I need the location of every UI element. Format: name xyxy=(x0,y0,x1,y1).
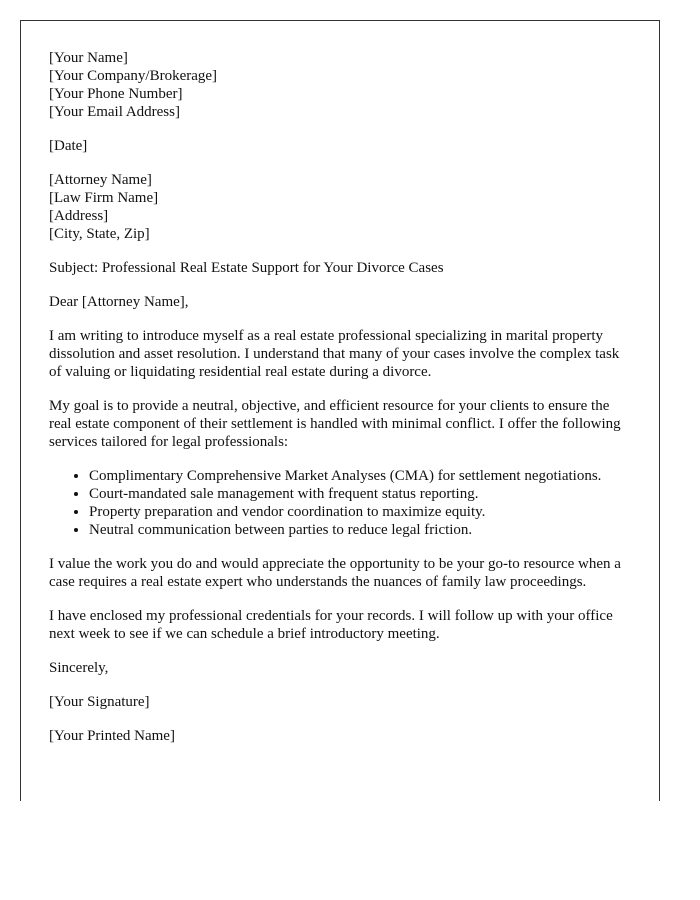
recipient-firm: [Law Firm Name] xyxy=(49,190,159,206)
letter-page xyxy=(20,20,660,801)
signoff: Sincerely, xyxy=(49,660,109,676)
sender-email: [Your Email Address] xyxy=(49,104,180,120)
subject-line: Subject: Professional Real Estate Support for Your Divorce Cases xyxy=(49,260,444,276)
sender-block xyxy=(49,49,631,121)
list-item: • Court-mandated sale management with frequent status reporting. xyxy=(89,485,631,503)
recipient-name: [Attorney Name] xyxy=(49,172,152,188)
list-item: • Complimentary Comprehensive Market Analyses (CMA) for settlement negotiations. xyxy=(89,467,631,485)
list-item: • Neutral communication between parties to reduce legal friction. xyxy=(89,521,631,539)
signature: [Your Signature] xyxy=(49,694,150,710)
recipient-block xyxy=(49,171,631,243)
services-list xyxy=(49,467,631,539)
letter-date: [Date] xyxy=(49,138,88,154)
list-item: • Property preparation and vendor coordination to maximize equity. xyxy=(89,503,631,521)
value-paragraph: I value the work you do and would appreciate the opportunity to be your go-to resource when a case requires a real estate expert who understands the nuances of family law proceedings. xyxy=(49,556,621,590)
printed-name: [Your Printed Name] xyxy=(49,728,175,744)
salutation: Dear [Attorney Name], xyxy=(49,294,189,310)
recipient-city: [City, State, Zip] xyxy=(49,226,150,242)
recipient-address: [Address] xyxy=(49,208,109,224)
sender-phone: [Your Phone Number] xyxy=(49,86,183,102)
sender-company: [Your Company/Brokerage] xyxy=(49,68,218,84)
intro-paragraph: I am writing to introduce myself as a real estate professional specializing in marital property dissolution and asset resolution. I understand that many of your cases involve the complex task of valuing or liquidating residential real estate during a divorce. xyxy=(49,328,620,380)
goal-paragraph: My goal is to provide a neutral, objective, and efficient resource for your clients to ensure the real estate component of their settlement is handled with minimal conflict. I offer the following services tailored for legal professionals: xyxy=(49,398,621,450)
followup-paragraph: I have enclosed my professional credentials for your records. I will follow up with your office next week to see if we can schedule a brief introductory meeting. xyxy=(49,608,613,642)
sender-name: [Your Name] xyxy=(49,50,128,66)
